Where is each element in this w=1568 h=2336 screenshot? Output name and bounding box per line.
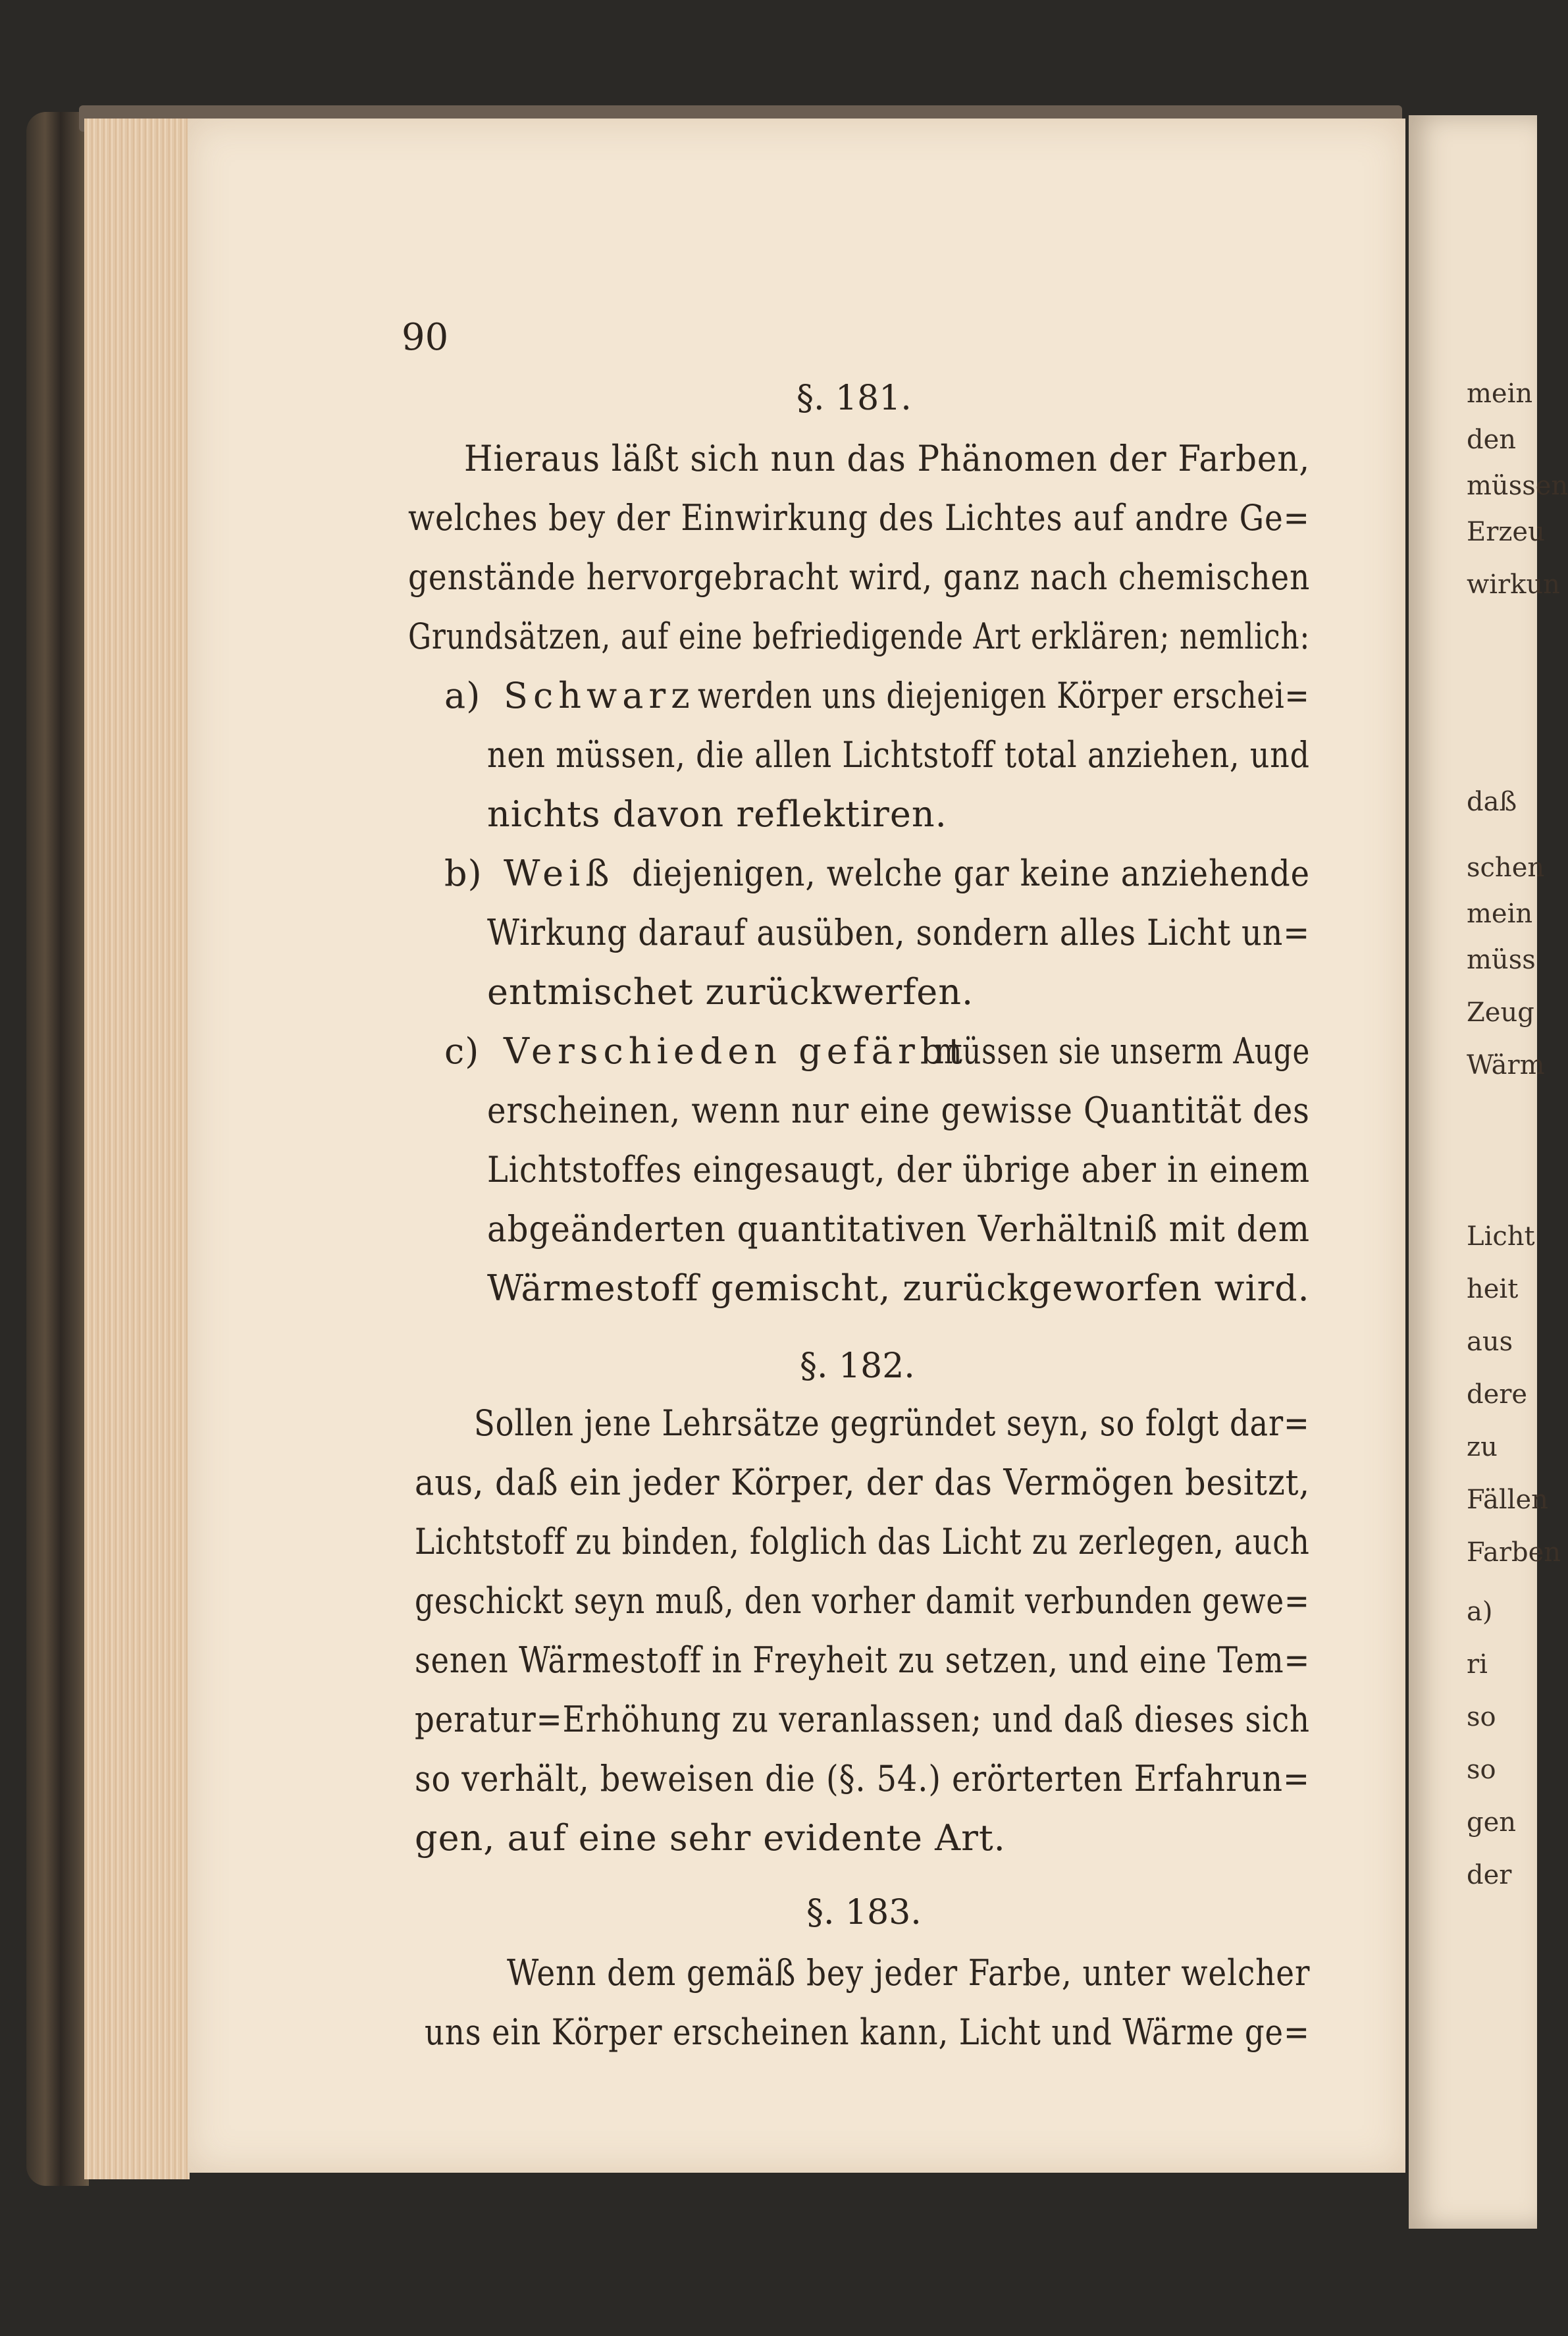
right-page-text: mein <box>1467 899 1533 929</box>
list-marker-b: b) <box>444 853 483 894</box>
page-number: 90 <box>402 316 449 359</box>
text-line: welches bey der Einwirkung des Lichtes auf andre Ge= <box>408 497 1310 539</box>
right-page-text: müss <box>1467 945 1536 975</box>
text-line: so verhält, beweisen die (§. 54.) erörterten Erfahrun= <box>415 1758 1310 1799</box>
right-page-text: so <box>1467 1702 1496 1732</box>
text-line: Hieraus läßt sich nun das Phänomen der Farben, <box>464 438 1311 479</box>
text-line: gen, auf eine sehr evidente Art. <box>415 1817 1006 1859</box>
text-line: diejenigen, welche gar keine anziehende <box>632 853 1311 894</box>
right-page-text: müssen <box>1467 471 1568 501</box>
text-line: Wirkung darauf ausüben, sondern alles Licht un= <box>487 912 1311 953</box>
right-page-text: Zeug <box>1467 997 1534 1028</box>
text-line: werden uns diejenigen Körper erschei= <box>698 675 1310 716</box>
text-line: uns ein Körper erscheinen kann, Licht und Wärme ge= <box>425 2011 1310 2053</box>
text-line: geschickt seyn muß, den vorher damit verbunden gewe= <box>415 1580 1310 1622</box>
right-page-text: heit <box>1467 1274 1519 1304</box>
text-line: müssen sie unserm Auge <box>935 1030 1311 1072</box>
text-line: Wenn dem gemäß bey jeder Farbe, unter welcher <box>507 1952 1311 1994</box>
right-page-text: dere <box>1467 1379 1528 1410</box>
right-page-text: so <box>1467 1755 1496 1785</box>
list-marker-c: c) <box>444 1030 480 1072</box>
text-line: aus, daß ein jeder Körper, der das Vermögen besitzt, <box>415 1462 1310 1503</box>
right-page-text: aus <box>1467 1327 1513 1357</box>
text-line: Grundsätzen, auf eine befriedigende Art erklären; nemlich: <box>408 616 1311 657</box>
text-line: Sollen jene Lehrsätze gegründet seyn, so folgt dar= <box>474 1402 1310 1444</box>
left-page <box>188 119 1405 2173</box>
right-page-text: schen <box>1467 853 1545 883</box>
right-page-fragment <box>1409 115 1568 2229</box>
right-page-text: mein <box>1467 379 1533 409</box>
list-term-weiss: Weiß <box>504 853 615 894</box>
book-spine <box>26 112 89 2186</box>
text-line: nichts davon reflektiren. <box>487 793 947 835</box>
right-page-text: a) <box>1467 1597 1493 1627</box>
right-page-text: ri <box>1467 1649 1488 1680</box>
text-line: nen müssen, die allen Lichtstoff total anziehen, und <box>487 734 1310 776</box>
list-marker-a: a) <box>444 675 481 716</box>
right-page-text: der <box>1467 1860 1512 1890</box>
text-line: genstände hervorgebracht wird, ganz nach chemischen <box>408 556 1311 598</box>
right-page-text: den <box>1467 425 1517 455</box>
right-page-text: Fällen <box>1467 1485 1548 1515</box>
text-line: Wärmestoff gemischt, zurückgeworfen wird. <box>487 1267 1310 1309</box>
right-page-text: zu <box>1467 1432 1498 1462</box>
right-page-text: Wärm <box>1467 1050 1545 1080</box>
text-line: entmischet zurückwerfen. <box>487 971 974 1013</box>
list-term-schwarz: Schwarz <box>504 675 695 716</box>
right-page-text: gen <box>1467 1807 1517 1838</box>
right-page-text: Licht <box>1467 1221 1535 1252</box>
section-heading-183: §. 183. <box>806 1893 922 1932</box>
list-term-verschieden: Verschieden gefärbt <box>504 1030 968 1072</box>
right-page-text: Erzeu <box>1467 517 1545 547</box>
text-line: abgeänderten quantitativen Verhältniß mit dem <box>487 1208 1310 1250</box>
section-heading-182: §. 182. <box>800 1346 915 1386</box>
section-heading-181: §. 181. <box>797 379 912 418</box>
text-line: peratur=Erhöhung zu veranlassen; und daß dieses sich <box>415 1699 1310 1740</box>
text-line: erscheinen, wenn nur eine gewisse Quantität des <box>487 1090 1310 1131</box>
right-page-text: daß <box>1467 787 1517 817</box>
right-page-text: wirkun <box>1467 570 1560 600</box>
page-edges <box>84 119 190 2179</box>
text-line: Lichtstoff zu binden, folglich das Licht zu zerlegen, auch <box>415 1521 1310 1562</box>
right-page-text: Farben <box>1467 1537 1561 1568</box>
text-line: Lichtstoffes eingesaugt, der übrige aber in einem <box>487 1149 1311 1190</box>
text-line: senen Wärmestoff in Freyheit zu setzen, und eine Tem= <box>415 1639 1311 1681</box>
